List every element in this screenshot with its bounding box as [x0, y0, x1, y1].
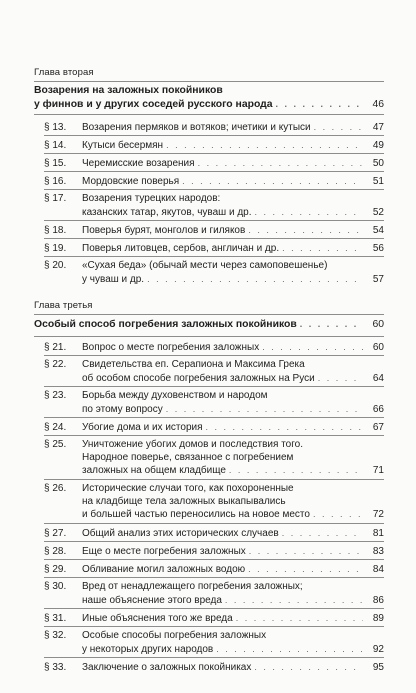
toc-entry-31: § 31. Иные объяснения того же вреда . . . 89 [44, 612, 384, 626]
chapter-2-title [34, 84, 384, 111]
entry-divider [44, 355, 384, 356]
toc-entry-23: § 23. Борьба между духовенством и народом по этому вопросу . . . 66 [44, 390, 384, 416]
toc-entry-32: § 32. Особые способы погребения заложных у некоторых других народов . . . 92 [44, 630, 384, 656]
toc-entry-24: § 24. Убогие дома и их история . . . 67 [44, 421, 384, 435]
toc-entry-22: § 22. Свидетельства еп. Серапиона и Максима Грека об особом способе погребения заложных на Руси . . . 64 [44, 359, 384, 385]
toc-entry-30: § 30. Вред от ненадлежащего погребения заложных; наше объяснение этого вреда . . . 86 [44, 581, 384, 607]
toc-entry-16: § 16. Мордовские поверья . . . 51 [44, 175, 384, 189]
entry-divider [44, 608, 384, 609]
chapter-2-top-rule [34, 81, 384, 82]
entry-divider [44, 256, 384, 257]
entry-divider [44, 523, 384, 524]
toc-entry-28: § 28. Еще о месте погребения заложных . . . 83 [44, 545, 384, 559]
chapter-2-title-line2: у финнов и у других соседей русского народа [34, 98, 273, 110]
toc-entry-33: § 33. Заключение о заложных покойниках . . . 95 [44, 661, 384, 675]
chapter-2-page: 46 [372, 98, 384, 110]
toc-entry-26: § 26. Исторические случаи того, как похороненные на кладбище тела заложных выкапывались и большей частью переносились на новое место . . . 72 [44, 483, 384, 522]
entry-divider [44, 559, 384, 560]
entry-divider [44, 626, 384, 627]
entry-divider [44, 657, 384, 658]
toc-entry-20: § 20. «Сухая беда» (обычай мести через самоповешенье) у чуваш и др. . . . 57 [44, 260, 384, 286]
toc-entry-25: § 25. Уничтожение убогих домов и последствия того. Народное поверье, связанное с погребением заложных на общем кладбище . . . 71 [44, 439, 384, 478]
toc-entry-18: § 18. Поверья бурят, монголов и гиляков . . . 54 [44, 224, 384, 238]
chapter-3-bottom-rule [34, 336, 384, 337]
chapter-2-bottom-rule [34, 114, 384, 115]
chapter-3-title-line1: Особый способ погребения заложных покойников [34, 319, 297, 330]
entry-divider [44, 577, 384, 578]
toc-entry-21: § 21. Вопрос о месте погребения заложных . . . 60 [44, 341, 384, 355]
entry-divider [44, 386, 384, 387]
leader-dots [300, 318, 363, 332]
entry-divider [44, 541, 384, 542]
chapter-3-label: Глава третья [34, 300, 93, 311]
chapter-3-page: 60 [372, 319, 384, 330]
entry-divider [44, 417, 384, 418]
toc-entry-19: § 19. Поверья литовцев, сербов, англичан и др. . . . 56 [44, 242, 384, 256]
toc-entry-14: § 14. Кутыси бесермян . . . 49 [44, 139, 384, 153]
toc-entry-15: § 15. Черемисские возарения . . . 50 [44, 157, 384, 171]
entry-divider [44, 189, 384, 190]
toc-entry-17: § 17. Возарения турецких народов: казанских татар, якутов, чуваш и др. . . . 52 [44, 193, 384, 219]
entry-divider [44, 171, 384, 172]
toc-entry-27: § 27. Общий анализ этих исторических случаев . . . 81 [44, 527, 384, 541]
chapter-3-top-rule [34, 314, 384, 315]
entry-divider [44, 135, 384, 136]
entry-divider [44, 238, 384, 239]
chapter-3-title [34, 318, 384, 332]
entry-divider [44, 153, 384, 154]
leader-dots [276, 98, 363, 112]
entry-divider [44, 435, 384, 436]
toc-entry-29: § 29. Обливание могил заложных водою . . . 84 [44, 563, 384, 577]
toc-entry-13: § 13. Возарения пермяков и вотяков; ичетики и кутыси . . . 47 [44, 121, 384, 135]
entry-divider [44, 479, 384, 480]
chapter-2-label: Глава вторая [34, 67, 94, 78]
chapter-2-title-line1: Возарения на заложных покойников [34, 85, 223, 96]
entry-divider [44, 220, 384, 221]
